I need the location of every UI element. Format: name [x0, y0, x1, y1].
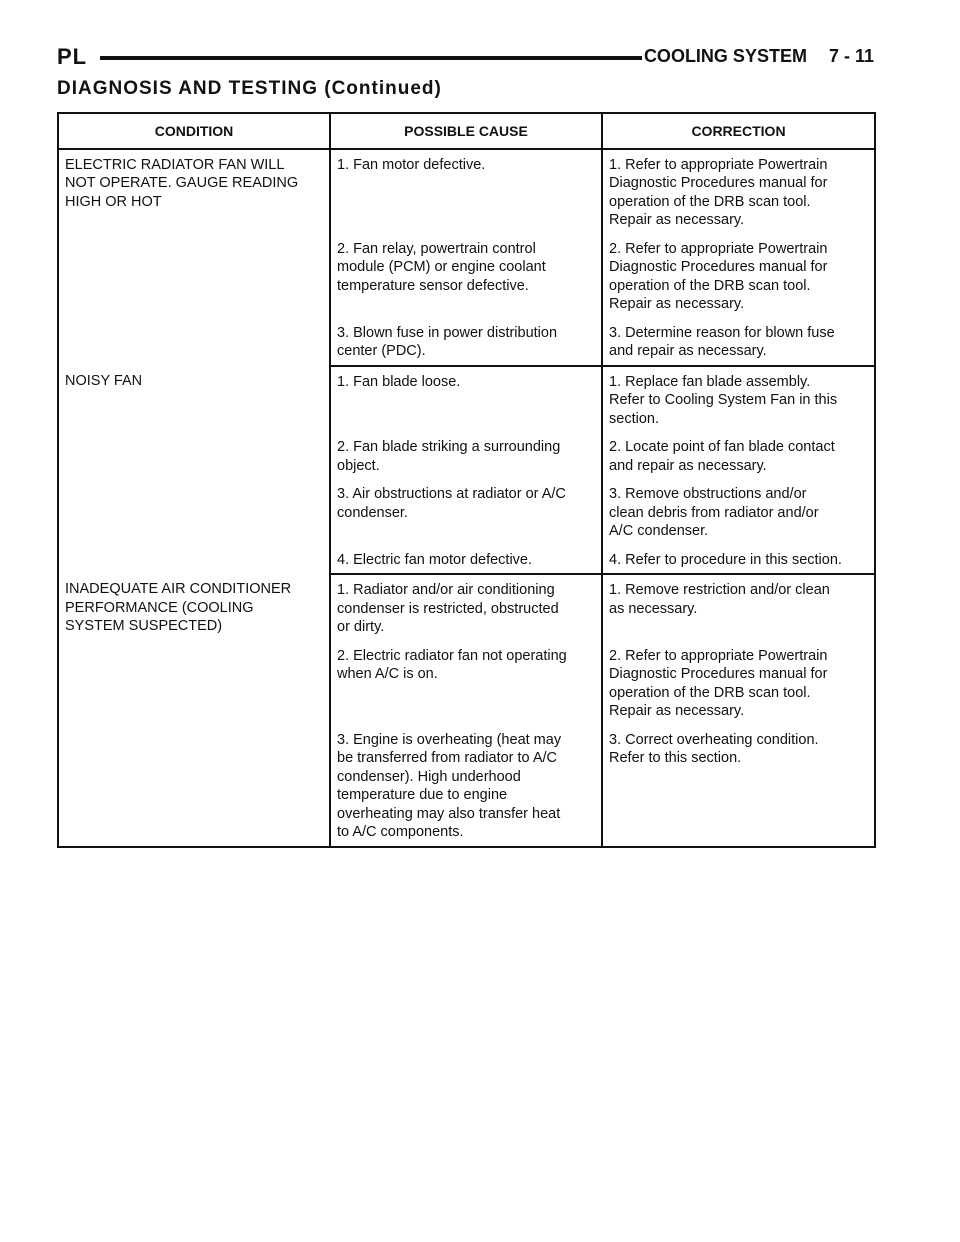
condition-text: ELECTRIC RADIATOR FAN WILL NOT OPERATE. GAUGE READING HIGH OR HOT: [65, 156, 299, 210]
section-name: COOLING SYSTEM: [643, 46, 807, 66]
possible-cause-cell: [330, 432, 602, 479]
correction-cell: [602, 149, 875, 234]
manual-code: PL: [57, 44, 88, 69]
page-header: [57, 40, 874, 70]
correction-text: 1. Refer to appropriate Powertrain Diagnostic Procedures manual for operation of the DRB scan tool. Repair as necessary.: [609, 156, 828, 228]
column-header-condition: CONDITION: [58, 113, 330, 149]
correction-text: 1. Remove restriction and/or clean as necessary.: [609, 582, 830, 617]
condition-text: NOISY FAN: [65, 372, 143, 389]
table-row: [58, 149, 875, 234]
header-right: [644, 46, 874, 67]
correction-text: 1. Replace fan blade assembly. Refer to Cooling System Fan in this section.: [609, 373, 838, 427]
correction-cell: [602, 318, 875, 366]
possible-cause-cell: [330, 479, 602, 545]
possible-cause-text: 2. Electric radiator fan not operating when A/C is on.: [337, 647, 567, 682]
condition-cell: [58, 574, 330, 847]
table-body: [58, 149, 875, 847]
correction-text: 2. Locate point of fan blade contact and repair as necessary.: [609, 439, 835, 474]
possible-cause-text: 2. Fan blade striking a surrounding object.: [337, 439, 561, 474]
column-header-correction: CORRECTION: [602, 113, 875, 149]
correction-cell: [602, 366, 875, 433]
possible-cause-cell: [330, 318, 602, 366]
correction-cell: [602, 234, 875, 318]
table-header-row: [58, 113, 875, 149]
possible-cause-cell: [330, 574, 602, 641]
table-row: [58, 574, 875, 641]
section-title: DIAGNOSIS AND TESTING (Continued): [57, 78, 442, 99]
condition-cell: [58, 366, 330, 575]
possible-cause-cell: [330, 725, 602, 847]
correction-cell: [602, 641, 875, 725]
possible-cause-cell: [330, 545, 602, 575]
correction-cell: [602, 545, 875, 575]
correction-text: 2. Refer to appropriate Powertrain Diagnostic Procedures manual for operation of the DRB scan tool. Repair as necessary.: [609, 240, 828, 312]
possible-cause-cell: [330, 366, 602, 433]
table-row: [58, 366, 875, 433]
possible-cause-text: 1. Radiator and/or air conditioning condenser is restricted, obstructed or dirty.: [337, 582, 559, 635]
correction-cell: [602, 574, 875, 641]
header-rule: [100, 56, 642, 60]
correction-text: 3. Remove obstructions and/or clean debris from radiator and/or A/C condenser.: [609, 486, 819, 539]
possible-cause-cell: [330, 149, 602, 234]
possible-cause-text: 1. Fan blade loose.: [337, 373, 461, 390]
diagnosis-table: [57, 112, 876, 848]
condition-cell: [58, 149, 330, 366]
possible-cause-text: 4. Electric fan motor defective.: [337, 551, 533, 568]
correction-text: 4. Refer to procedure in this section.: [609, 551, 842, 568]
column-header-possible-cause: POSSIBLE CAUSE: [330, 113, 602, 149]
possible-cause-text: 3. Engine is overheating (heat may be transferred from radiator to A/C condenser). High underhood temperature due to engine overheating may also transfer heat to A/C components.: [337, 731, 562, 840]
possible-cause-text: 3. Air obstructions at radiator or A/C condenser.: [337, 486, 566, 521]
possible-cause-cell: [330, 234, 602, 318]
correction-text: 3. Determine reason for blown fuse and repair as necessary.: [609, 324, 835, 359]
correction-cell: [602, 432, 875, 479]
possible-cause-cell: [330, 641, 602, 725]
possible-cause-text: 1. Fan motor defective.: [337, 156, 486, 173]
correction-cell: [602, 725, 875, 847]
condition-text: INADEQUATE AIR CONDITIONER PERFORMANCE (COOLING SYSTEM SUSPECTED): [65, 581, 292, 634]
correction-cell: [602, 479, 875, 545]
correction-text: 3. Correct overheating condition. Refer to this section.: [609, 731, 819, 766]
possible-cause-text: 2. Fan relay, powertrain control module (PCM) or engine coolant temperature sensor defective.: [337, 240, 546, 294]
page-number: 7 - 11: [828, 46, 874, 66]
possible-cause-text: 3. Blown fuse in power distribution center (PDC).: [337, 324, 558, 359]
correction-text: 2. Refer to appropriate Powertrain Diagnostic Procedures manual for operation of the DRB scan tool. Repair as necessary.: [609, 647, 828, 719]
